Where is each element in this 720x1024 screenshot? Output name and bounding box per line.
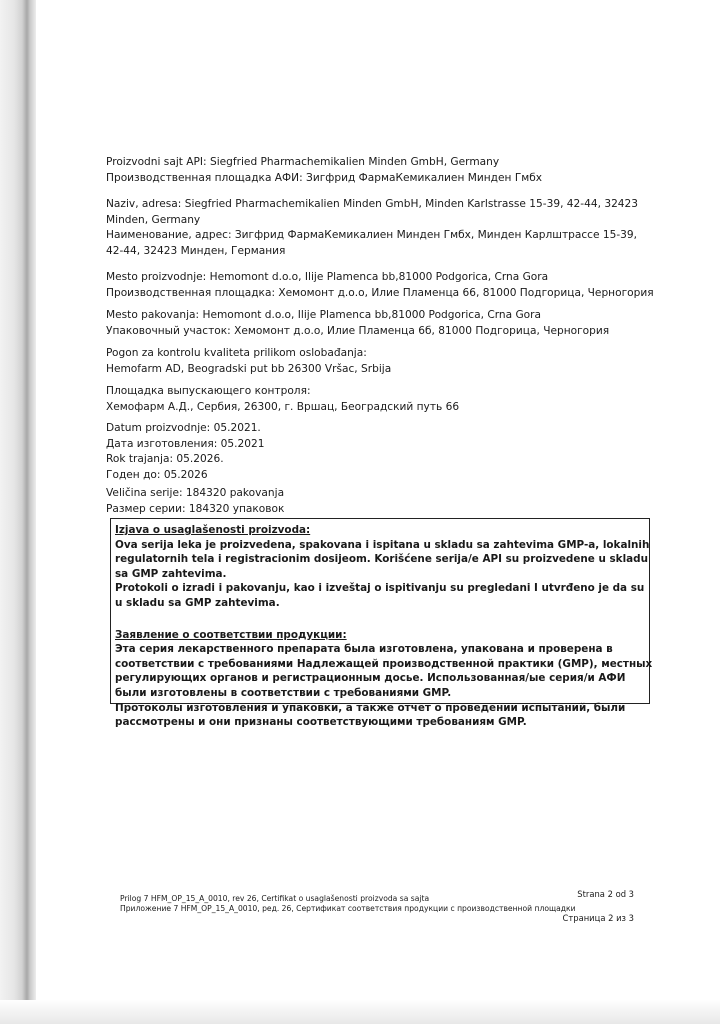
declaration-line-ru: были изготовлены в соответствии с требованиями GMP. xyxy=(115,686,452,699)
declaration-line-sr: Ova serija leka je proizvedena, spakovana i ispitana u skladu sa zahtevima GMP-a, lokalnih xyxy=(115,538,650,551)
production-site-line: Mesto proizvodnje: Hemomont d.o.o, Ilije Plamenca bb,81000 Podgorica, Crna Gora xyxy=(106,271,549,283)
declaration-line-sr: u skladu sa GMP zahtevima. xyxy=(115,596,280,609)
packaging-site-line: Mesto pakovanja: Hemomont d.o.o, Ilije Plamenca bb,81000 Podgorica, Crna Gora xyxy=(106,309,542,321)
conformity-declaration-box xyxy=(110,518,653,729)
release-site-block xyxy=(106,384,666,415)
name-address-line: Minden, Germany xyxy=(106,213,201,226)
qc-site-line: Hemofarm AD, Beogradski put bb 26300 Vršac, Srbija xyxy=(106,362,392,375)
release-site-line: Хемофарм А.Д., Сербия, 26300, г. Вршац, Београдский путь 66 xyxy=(106,400,460,413)
declaration-line-ru: рассмотрены и они признаны соответствующими требованиям GMP. xyxy=(115,716,527,729)
expiry-date-line: Rok trajanja: 05.2026. xyxy=(106,453,224,465)
release-site-line: Площадка выпускающего контроля: xyxy=(106,385,311,397)
declaration-spacer xyxy=(115,611,649,628)
packaging-site-line: Упаковочный участок: Хемомонт д.о.о, Илие Пламенца 6б, 81000 Подгорица, Черногория xyxy=(106,324,610,337)
name-address-line: 42-44, 32423 Минден, Германия xyxy=(106,244,286,257)
batch-size-block xyxy=(106,486,666,517)
batch-size-line: Размер серии: 184320 упаковок xyxy=(106,502,285,515)
production-date-line: Datum proizvodnje: 05.2021. xyxy=(106,422,261,434)
qc-site-block xyxy=(106,346,666,377)
declaration-line-sr: regulatornih tela i registracionim dosijeom. Korišćene serija/e API su proizvedene u skladu xyxy=(115,553,648,566)
expiry-date-line: Годен до: 05.2026 xyxy=(106,468,208,481)
declaration-line-ru: Протоколы изготовления и упаковки, а также отчет о проведении испытаний, были xyxy=(115,701,626,714)
qc-site-line: Pogon za kontrolu kvaliteta prilikom oslobađanja: xyxy=(106,347,367,359)
production-date-line: Дата изготовления: 05.2021 xyxy=(106,437,265,450)
page-number-sr: Strana 2 od 3 xyxy=(577,889,634,899)
production-site-line: Производственная площадка: Хемомонт д.о.о, Илие Пламенца 66, 81000 Подгорица, Черногория xyxy=(106,286,654,299)
declaration-line-sr: sa GMP zahtevima. xyxy=(115,567,227,580)
api-site-line: Proizvodni sajt API: Siegfried Pharmachemikalien Minden GmbH, Germany xyxy=(106,156,500,168)
packaging-site-block xyxy=(106,308,666,339)
declaration-title-sr: Izjava o usaglašenosti proizvoda: xyxy=(115,524,311,536)
scan-edge-shadow xyxy=(0,0,36,1024)
declaration-line-sr: Protokoli o izradi i pakovanju, kao i izveštaj o ispitivanju su pregledani I utvrđeno je da su xyxy=(115,582,645,595)
expiry-date-block xyxy=(106,452,666,483)
declaration-line-ru: Эта серия лекарственного препарата была изготовлена, упакована и проверена в xyxy=(115,643,613,656)
footer-form-ref-sr: Prilog 7 HFM_OP_15_A_0010, rev 26, Certifikat o usaglašenosti proizvoda sa sajta xyxy=(120,894,430,903)
declaration-line-ru: регулирующих органов и регистрационным досье. Использованная/ые серия/и АФИ xyxy=(115,672,626,685)
declaration-line-ru: соответствии с требованиями Надлежащей производственной практики (GMP), местных xyxy=(115,657,653,670)
page-number-ru: Страница 2 из 3 xyxy=(562,913,634,924)
batch-size-line: Veličina serije: 184320 pakovanja xyxy=(106,487,285,499)
production-site-block xyxy=(106,270,666,301)
name-address-line: Naziv, adresa: Siegfried Pharmachemikalien Minden GmbH, Minden Karlstrasse 15-39, 42-44, 32423 xyxy=(106,198,639,210)
production-date-block xyxy=(106,421,666,452)
scan-bottom-shadow xyxy=(0,1000,720,1024)
api-site-block xyxy=(106,155,666,186)
footer-form-ref-ru: Приложение 7 HFM_OP_15_A_0010, ред. 26, Сертификат соответствия продукции с производственной площадки xyxy=(120,903,576,913)
declaration-title-ru: Заявление о соответствии продукции: xyxy=(115,628,347,641)
api-site-line: Производственная площадка АФИ: Зигфрид ФармаКемикалиен Минден Гмбх xyxy=(106,171,543,184)
name-address-block xyxy=(106,197,666,259)
name-address-line: Наименование, адрес: Зигфрид ФармаКемикалиен Минден Гмбх, Минден Карлштрассе 15-39, xyxy=(106,229,638,241)
page-footer xyxy=(120,889,640,924)
